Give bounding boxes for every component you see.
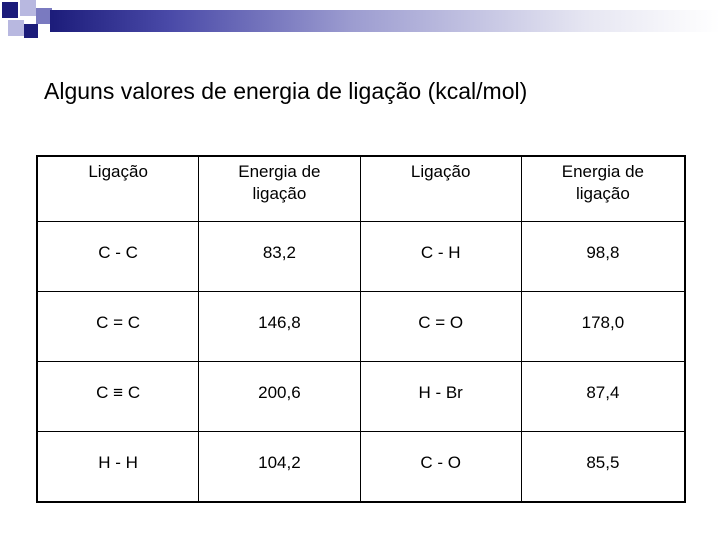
header-cell [37,156,199,222]
table-row [37,362,685,432]
table-cell: C - O [360,432,521,503]
table-cell: 178,0 [521,292,685,362]
header-cell [360,156,521,222]
slide-title: Alguns valores de energia de ligação (kcal/mol) [44,78,528,104]
table-cell: C - H [360,222,521,292]
table-cell: 146,8 [199,292,360,362]
decor-square [8,20,24,36]
table-row [37,432,685,503]
header-line: ligação [252,184,307,203]
table-row [37,292,685,362]
table-cell: 87,4 [521,362,685,432]
decor-square [20,0,36,16]
header-line: Ligação [410,162,471,181]
table-cell: H - Br [360,362,521,432]
bond-energy-table [36,155,686,503]
decor-square [24,24,38,38]
table-cell: C - C [37,222,199,292]
header-cell [199,156,360,222]
table-cell: 83,2 [199,222,360,292]
table-cell: 104,2 [199,432,360,503]
table-cell: 200,6 [199,362,360,432]
table-cell: 85,5 [521,432,685,503]
header-line: Energia de [238,162,321,181]
table-cell: 98,8 [521,222,685,292]
decor-square [2,2,18,18]
table-header-row [37,156,685,222]
table-cell: C = O [360,292,521,362]
decor-gradient-bar [50,10,720,32]
table-row [37,222,685,292]
table-cell: C ≡ C [37,362,199,432]
header-cell [521,156,685,222]
table-cell: H - H [37,432,199,503]
header-line: Ligação [88,162,148,181]
header-line: Energia de [561,162,644,181]
table-cell: C = C [37,292,199,362]
header-line: ligação [575,184,630,203]
